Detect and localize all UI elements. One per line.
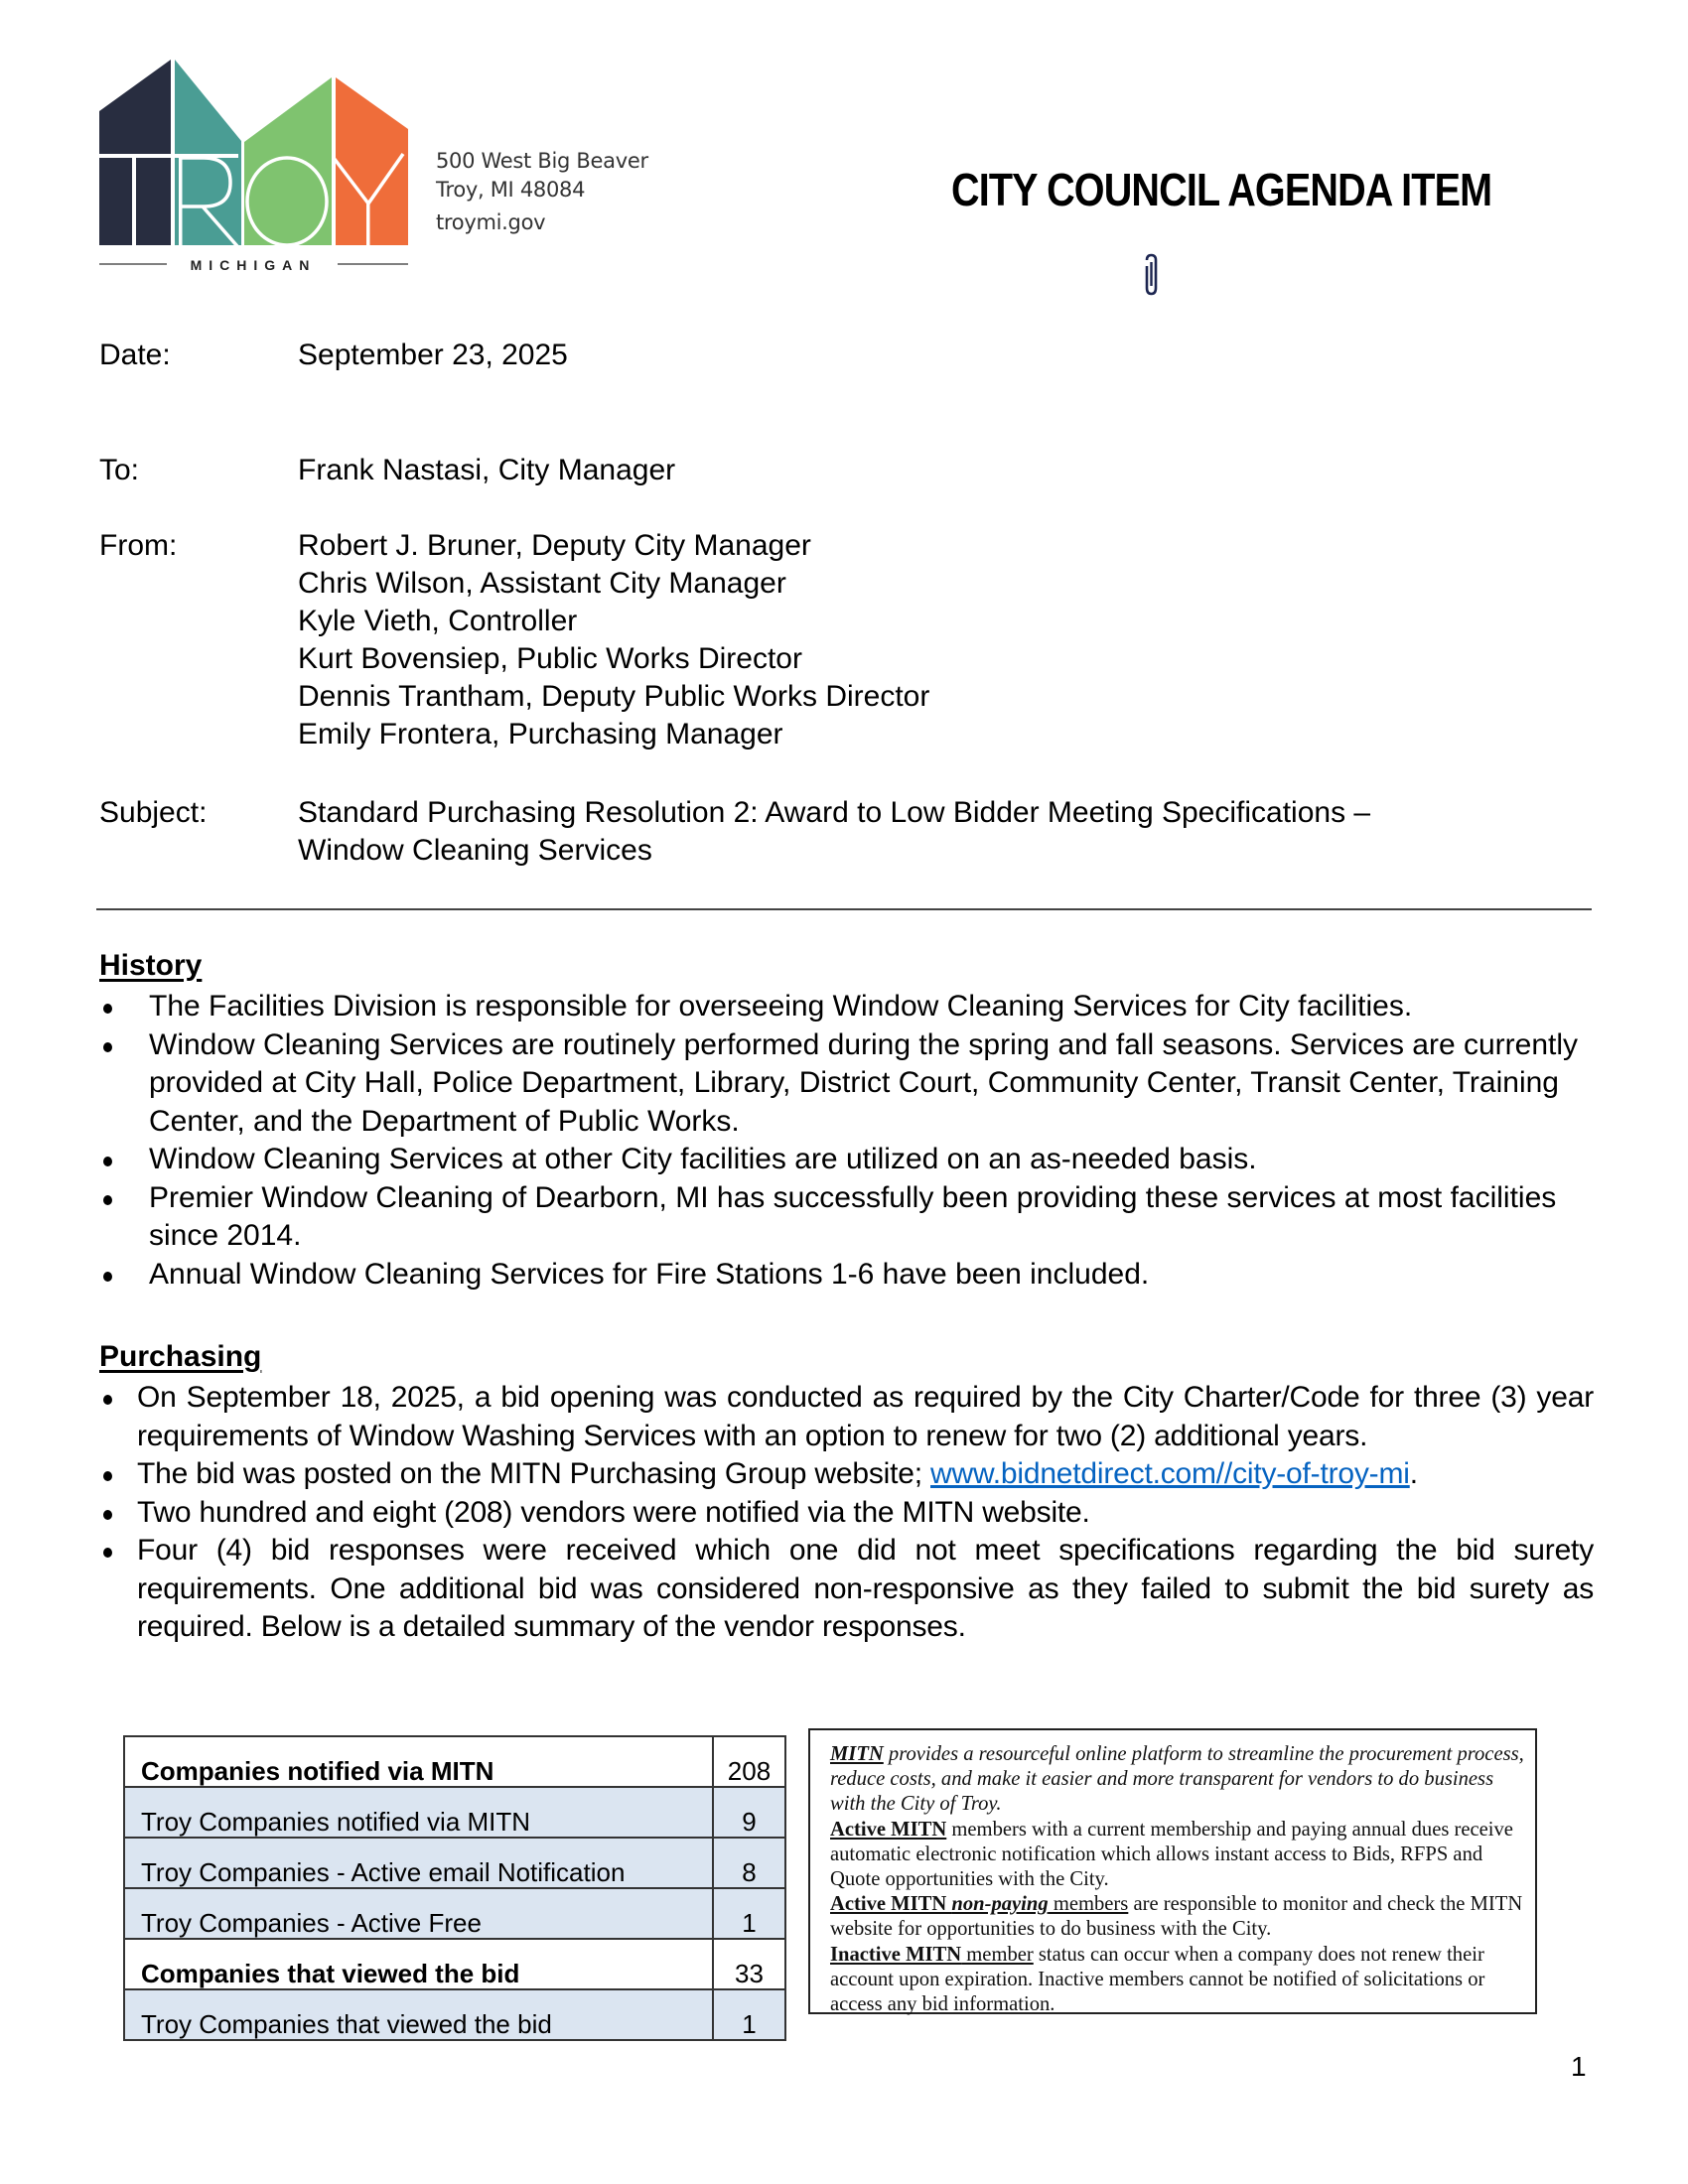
logo-teal-panel — [175, 60, 241, 245]
mitn-paragraph: Active MITN members with a current membership and paying annual dues receive automatic electronic notification which allows instant access to Bids, RFPS and Quote opportunities with the City. — [830, 1818, 1513, 1891]
row-value: 33 — [713, 1939, 785, 1989]
troy-logo — [97, 56, 411, 276]
table-row — [124, 1888, 785, 1939]
table-row — [124, 1939, 785, 1989]
history-bullet: Annual Window Cleaning Services for Fire Stations 1-6 have been included. — [99, 1256, 1594, 1295]
row-label: Companies that viewed the bid — [124, 1939, 713, 1989]
row-label: Troy Companies - Active Free — [124, 1888, 713, 1939]
table-row — [124, 1736, 785, 1787]
purchasing-bullet: The bid was posted on the MITN Purchasing Group website; www.bidnetdirect.com//city-of-troy-mi. — [99, 1455, 1594, 1494]
from-label: From: — [99, 529, 178, 562]
subject-value — [298, 794, 1370, 870]
history-list — [99, 988, 1594, 1294]
mitn-paragraph: Inactive MITN member status can occur when a company does not renew their account upon expiration. Inactive members cannot be notified of solicitations or access any bid information. — [830, 1943, 1485, 2016]
bullet-icon — [103, 1471, 112, 1481]
purchasing-bullet: On September 18, 2025, a bid opening was conducted as required by the City Charter/Code for three (3) year requirements of Window Washing Services with an option to renew for two (2) additional years. — [99, 1379, 1594, 1455]
subject-line: Window Cleaning Services — [298, 834, 652, 867]
from-entry: Robert J. Bruner, Deputy City Manager — [298, 529, 811, 562]
address-street: 500 West Big Beaver — [436, 149, 648, 173]
subject-line: Standard Purchasing Resolution 2: Award to Low Bidder Meeting Specifications – — [298, 796, 1371, 829]
paperclip-icon[interactable] — [1141, 252, 1161, 300]
to-label: To: — [99, 454, 140, 486]
row-label: Troy Companies that viewed the bid — [124, 1989, 713, 2040]
purchasing-bullet: Four (4) bid responses were received which one did not meet specifications regarding the bid surety requirements. One additional bid was considered non-responsive as they failed to submit the bid surety as required. Below is a detailed summary of the vendor responses. — [99, 1532, 1594, 1647]
mitn-info-box — [808, 1728, 1537, 2014]
from-entry: Chris Wilson, Assistant City Manager — [298, 567, 786, 600]
from-entry: Kyle Vieth, Controller — [298, 605, 578, 637]
from-entry: Dennis Trantham, Deputy Public Works Director — [298, 680, 930, 713]
bullet-icon — [103, 1042, 112, 1052]
bullet-icon — [103, 1395, 112, 1405]
vendor-notification-table — [123, 1735, 786, 2041]
bullet-icon — [103, 1548, 112, 1558]
bidnet-link[interactable]: www.bidnetdirect.com//city-of-troy-mi — [930, 1457, 1410, 1490]
row-label: Troy Companies - Active email Notification — [124, 1838, 713, 1888]
table-row — [124, 1989, 785, 2040]
bullet-icon — [103, 1157, 112, 1166]
row-label: Troy Companies notified via MITN — [124, 1787, 713, 1838]
table-row — [124, 1787, 785, 1838]
row-value: 8 — [713, 1838, 785, 1888]
table-row — [124, 1838, 785, 1888]
row-label: Companies notified via MITN — [124, 1736, 713, 1787]
row-value: 208 — [713, 1736, 785, 1787]
to-value: Frank Nastasi, City Manager — [298, 454, 676, 486]
address-website: troymi.gov — [436, 210, 546, 234]
logo-green-panel — [244, 77, 332, 245]
history-bullet: Window Cleaning Services at other City facilities are utilized on an as-needed basis. — [99, 1141, 1594, 1179]
purchasing-heading: Purchasing — [99, 1340, 262, 1373]
purchasing-list — [99, 1379, 1594, 1647]
row-value: 1 — [713, 1989, 785, 2040]
address-city: Troy, MI 48084 — [436, 178, 586, 202]
subject-label: Subject: — [99, 796, 208, 829]
bullet-icon — [103, 1195, 112, 1205]
date-label: Date: — [99, 339, 171, 371]
row-value: 1 — [713, 1888, 785, 1939]
purchasing-bullet: Two hundred and eight (208) vendors were notified via the MITN website. — [99, 1494, 1594, 1533]
from-entry: Kurt Bovensiep, Public Works Director — [298, 642, 802, 675]
page-number: 1 — [1571, 2051, 1587, 2082]
logo-michigan-text: MICHIGAN — [190, 257, 317, 273]
mitn-paragraph: Active MITN non-paying members are responsible to monitor and check the MITN website for opportunities to do business with the City. — [830, 1893, 1523, 1941]
history-bullet: Premier Window Cleaning of Dearborn, MI has successfully been providing these services at most facilities since 2014. — [99, 1179, 1594, 1256]
document-title: CITY COUNCIL AGENDA ITEM — [951, 164, 1492, 215]
mitn-paragraph: MITN provides a resourceful online platform to streamline the procurement process, reduce costs, and make it easier and more transparent for vendors to do business with the City of Troy. — [830, 1743, 1524, 1816]
bullet-icon — [103, 1510, 112, 1520]
row-value: 9 — [713, 1787, 785, 1838]
history-heading: History — [99, 949, 203, 982]
from-entry: Emily Frontera, Purchasing Manager — [298, 718, 783, 751]
history-bullet: Window Cleaning Services are routinely performed during the spring and fall seasons. Services are currently provided at City Hall, Police Department, Library, District Court, Community Center, Transit Center, Training Center, and the Department of Public Works. — [99, 1026, 1594, 1142]
history-bullet: The Facilities Division is responsible for overseeing Window Cleaning Services for City facilities. — [99, 988, 1594, 1026]
date-value: September 23, 2025 — [298, 339, 568, 371]
bullet-icon — [103, 1004, 112, 1014]
from-list — [298, 527, 929, 753]
header-divider — [96, 908, 1592, 910]
bullet-icon — [103, 1272, 112, 1282]
